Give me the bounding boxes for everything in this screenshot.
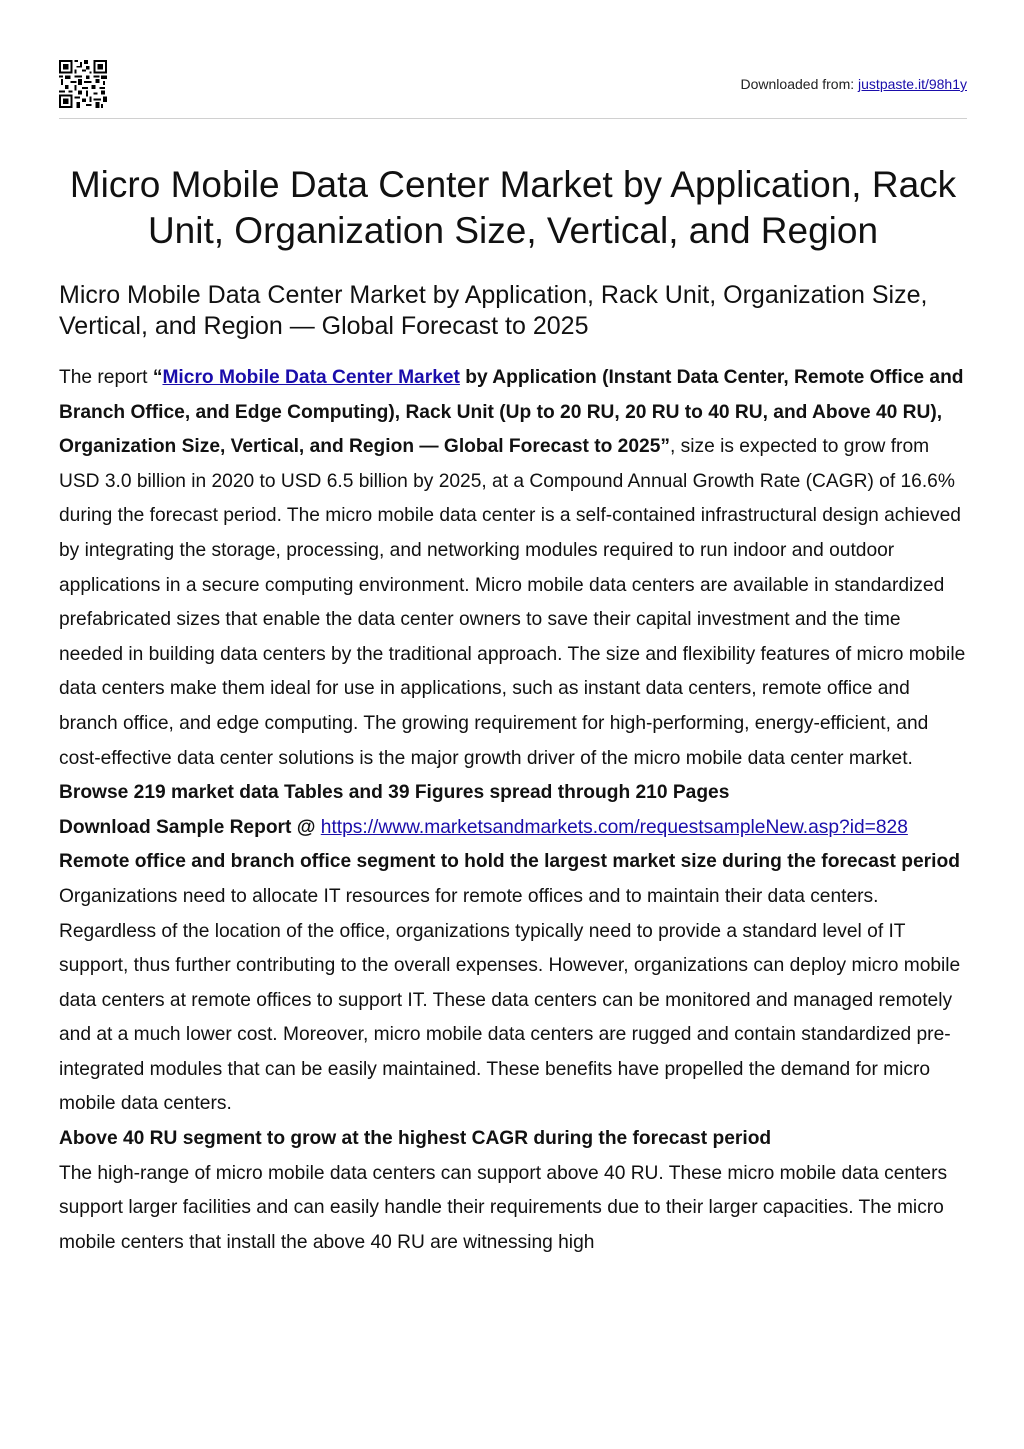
section-paragraph: The high-range of micro mobile data centers can support above 40 RU. These micro mobile data centers support larger facilities and can easily handle their requirements due to their larger capacities. The micro mobile centers that install the above 40 RU are witnessing high (59, 1162, 948, 1253)
intro-prefix: The report (59, 367, 153, 388)
intro-text: , size is expected to grow from USD 3.0 billion in 2020 to USD 6.5 billion by 2025, at a Compound Annual Growth Rate (CAGR) of 16.6% during the forecast period. The micro mobile data center is a self-contained infrastructural design achieved by integrating the storage, processing, and networking modules required to run indoor and outdoor applications in a secure computing environment. Micro mobile data centers are available in standardized prefabricated sizes that enable the data center owners to save their capital investment and the time needed in building data centers by the traditional approach. The size and flexibility features of micro mobile data centers make them ideal for use in applications, such as instant data centers, remote office and branch office, and edge computing. The growing requirement for high-performing, energy-efficient, and cost-effective data center solutions is the major growth driver of the micro mobile data center market. (59, 436, 966, 769)
article-body (59, 361, 969, 1260)
download-header (59, 60, 967, 119)
sample-report-link[interactable]: https://www.marketsandmarkets.com/requestsampleNew.asp?id=828 (320, 816, 908, 838)
section-heading-text: Remote office and branch office segment to hold the largest market size during the forecast period (59, 851, 960, 873)
download-label: Downloaded from: (740, 76, 855, 92)
download-source (741, 76, 967, 92)
intro-paragraph (59, 361, 969, 776)
qr-code-icon (59, 60, 107, 108)
sample-label: Download Sample Report @ (59, 816, 321, 838)
browse-line (59, 776, 969, 811)
page-title: Micro Mobile Data Center Market by Application, Rack Unit, Organization Size, Vertical, and Region (69, 164, 957, 251)
section-heading (59, 1122, 969, 1157)
section-paragraph: Organizations need to allocate IT resources for remote offices and to maintain their data centers. Regardless of the location of the office, organizations typically need to provide a standard level of IT support, thus further contributing to the overall expenses. However, organizations can deploy micro mobile data centers at remote offices to support IT. These data centers can be monitored and managed remotely and at a much lower cost. Moreover, micro mobile data centers are rugged and contain standardized pre-integrated modules that can be easily maintained. These benefits have propelled the demand for micro mobile data centers. (59, 885, 961, 1115)
page-subtitle: Micro Mobile Data Center Market by Application, Rack Unit, Organization Size, Vertical, and Region — Global Forecast to 2025 (59, 281, 928, 340)
intro-open-quote: “ (152, 367, 163, 388)
sample-line (59, 811, 969, 846)
report-link[interactable]: Micro Mobile Data Center Market (162, 367, 460, 388)
intro-report-title: by Application (Instant Data Center, Remote Office and Branch Office, and Edge Computing), Rack Unit (Up to 20 RU, 20 RU to 40 RU, and Above 40 RU), Organization Size, Vertical, and Region — Global Forecast to 2025” (59, 367, 964, 458)
section-heading-text: Above 40 RU segment to grow at the highest CAGR during the forecast period (59, 1128, 772, 1150)
download-link[interactable]: justpaste.it/98h1y (858, 76, 967, 92)
section-heading (59, 845, 969, 880)
browse-text: Browse 219 market data Tables and 39 Figures spread through 210 Pages (59, 782, 730, 804)
